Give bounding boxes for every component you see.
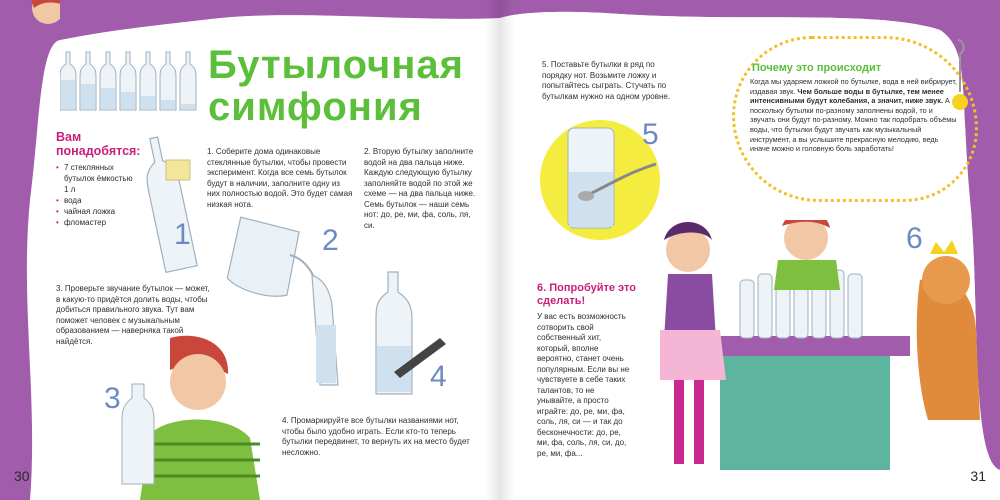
list-item: • фломастер bbox=[56, 217, 136, 228]
explanation-heading: Почему это происходит bbox=[752, 62, 882, 74]
step-6-text: У вас есть возможность сотворить свой собственный хит, который, вполне вероятно, станет очень популярным. Если вы не чувствуете в себе таких талантов, то не унывайте, а просто играйте: до, ре, ми, фа, соль, ля, си — и так до бесконечности: до, ре, ми, фа, соль, ля, си, до, ре, ми, фа... bbox=[537, 312, 630, 458]
explanation-text-part: Когда мы ударяем ложкой по бутылке, вода в ней вибрирует, издавая звук. bbox=[750, 77, 957, 96]
step-number-3: 3 bbox=[104, 382, 121, 415]
title-line-1: Бутылочная bbox=[208, 43, 464, 87]
step-4-text: 4. Промаркируйте все бутылки названиями нот, чтобы было удобно играть. Если кто-то теперь бутылки передвинет, то вернуть их на место будет несложно. bbox=[282, 416, 470, 457]
list-item: • чайная ложка bbox=[56, 206, 136, 217]
page-title bbox=[208, 44, 464, 128]
boy-with-spoon-illustration bbox=[110, 334, 260, 500]
right-page bbox=[500, 0, 1000, 500]
materials-list bbox=[56, 162, 136, 228]
list-item: • вода bbox=[56, 195, 136, 206]
step-number-4: 4 bbox=[430, 360, 447, 393]
explanation-text-part: А поскольку бутылки по-разному заполнены водой, то и звучать они будут по-разному. Можно так подобрать объёмы воды, что бутылки будут звучать как музыкальный инструмент, а вы услышите прекрасную мелодию, ведь иначе можно и головную боль заработать! bbox=[750, 96, 957, 154]
seven-bottles-illustration bbox=[60, 48, 200, 114]
page-number-left: 30 bbox=[14, 468, 30, 484]
list-item: • 7 стеклянных бутылок ёмкостью 1 л bbox=[56, 162, 136, 195]
tilted-bottle-illustration bbox=[140, 130, 200, 280]
step-number-5: 5 bbox=[642, 118, 659, 151]
step-2-text: 2. Вторую бутылку заполните водой на два пальца ниже. Каждую следующую бутылку заполняйте водой по этой же схеме — на два пальца ниже. Семь бутылок — наши семь нот: до, ре, ми, фа, соль, ля, си. bbox=[364, 147, 476, 230]
spoon-decoration-icon bbox=[938, 36, 978, 116]
materials-heading: Вам понадобятся: bbox=[56, 130, 141, 158]
children-playing-bottles-illustration bbox=[660, 220, 1000, 500]
title-line-2: симфония bbox=[208, 85, 423, 129]
step-number-1: 1 bbox=[174, 218, 191, 251]
explanation-text bbox=[750, 77, 960, 154]
book-spine-shadow bbox=[486, 0, 514, 500]
step-5-text: 5. Поставьте бутылки в ряд по порядку нот. Возьмите ложку и попытайтесь сыграть. Стучать по бутылкам нужно на одном уровне. bbox=[542, 60, 671, 101]
explanation-text-bold: Чем больше воды в бутылке, тем менее интенсивными будут колебания, а значит, ниже звук. bbox=[750, 86, 944, 106]
step-1-text: 1. Соберите дома одинаковые стеклянные бутылки, чтобы провести эксперимент. Когда все семь бутылок будут в наличии, заполните одну из них полностью водой. Это будет самая низкая нота. bbox=[207, 147, 353, 209]
page-number-right: 31 bbox=[970, 468, 986, 484]
step-3-text: 3. Проверьте звучание бутылок — может, в какую-то придётся долить воды, чтобы добиться правильного звука. Тут вам поможет человек с музыкальным образованием — наверняка такой найдётся. bbox=[56, 284, 210, 346]
step-number-2: 2 bbox=[322, 224, 339, 257]
try-heading: 6. Попробуйте это сделать! bbox=[537, 282, 636, 307]
step-number-6: 6 bbox=[906, 222, 923, 255]
boy-peeking-illustration bbox=[0, 0, 60, 60]
